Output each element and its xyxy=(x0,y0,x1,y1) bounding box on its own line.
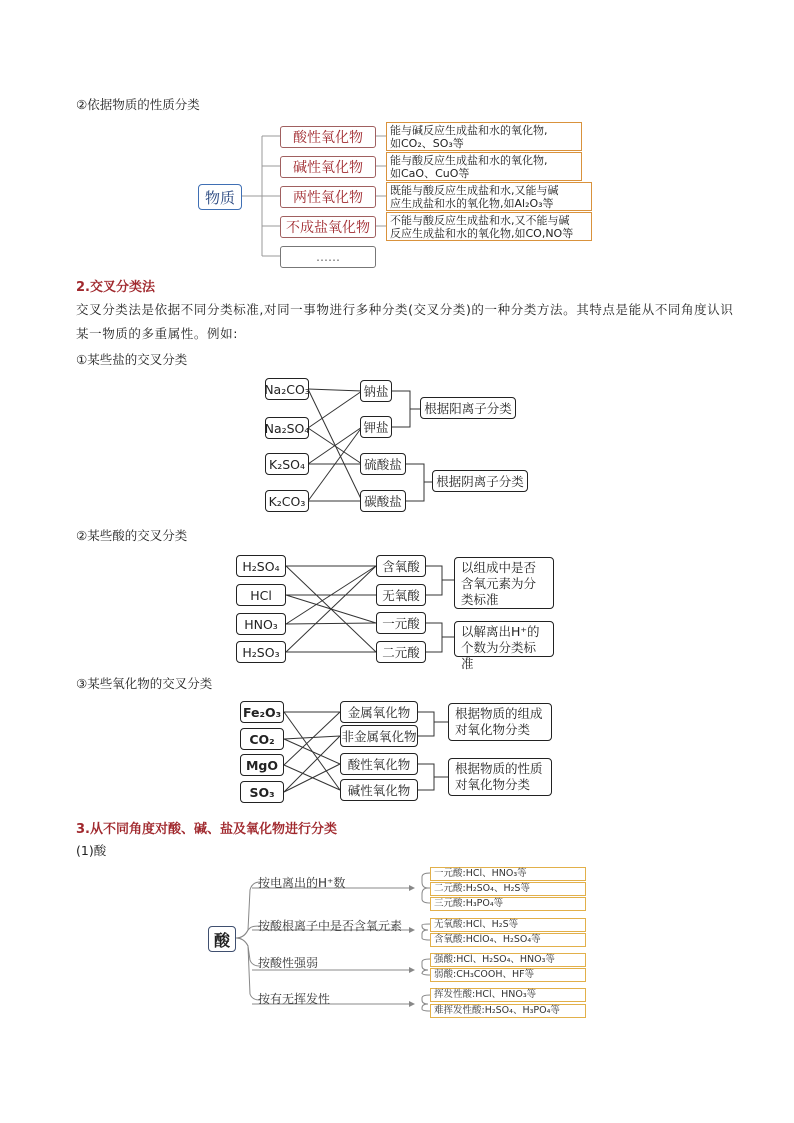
oxide-right-metal: 金属氧化物 xyxy=(340,701,418,723)
label-acidic-oxide: 酸性氧化物 xyxy=(280,126,376,148)
salt-right-sodium: 钠盐 xyxy=(360,380,392,402)
acid-sub-weak: 弱酸:CH₃COOH、HF等 xyxy=(430,968,586,982)
label-amphoteric-oxide: 两性氧化物 xyxy=(280,186,376,208)
acid-left-hno3: HNO₃ xyxy=(236,613,286,635)
acid-left-h2so3: H₂SO₃ xyxy=(236,641,286,663)
note-line: 能与酸反应生成盐和水的氧化物, xyxy=(390,154,548,167)
heading-salt-cross: ①某些盐的交叉分类 xyxy=(76,352,188,367)
acid-criterion-oxygen: 以组成中是否含氧元素为分类标准 xyxy=(454,557,554,609)
acid-sub-oxyacid: 含氧酸:HClO₄、H₂SO₄等 xyxy=(430,933,586,947)
note-line: 能与碱反应生成盐和水的氧化物, xyxy=(390,124,548,137)
acid-right-oxyacid: 含氧酸 xyxy=(376,555,426,577)
paragraph-cross-classification: 交叉分类法是依据不同分类标准,对同一事物进行多种分类(交叉分类)的一种分类方法。其特点是能从不同角度认识某一物质的多重属性。例如: xyxy=(76,302,734,341)
acid-right-monobasic: 一元酸 xyxy=(376,612,426,634)
note-line: 既能与酸反应生成盐和水,又能与碱 xyxy=(390,184,559,197)
heading-property-classification: ②依据物质的性质分类 xyxy=(76,97,200,112)
salt-right-potassium: 钾盐 xyxy=(360,416,392,438)
note-line: 反应生成盐和水的氧化物,如CO,NO等 xyxy=(390,227,574,240)
oxide-left-co2: CO₂ xyxy=(240,728,284,750)
oxide-criterion-property: 根据物质的性质对氧化物分类 xyxy=(448,758,552,796)
category-volatility: 按有无挥发性 xyxy=(258,992,331,1006)
heading-oxide-cross: ③某些氧化物的交叉分类 xyxy=(76,676,213,691)
salt-criterion-cation: 根据阳离子分类 xyxy=(420,397,516,419)
acid-sub-tribasic: 三元酸:H₃PO₄等 xyxy=(430,897,586,911)
category-strength: 按酸性强弱 xyxy=(258,956,319,970)
acid-right-hydracid: 无氧酸 xyxy=(376,584,426,606)
label-basic-oxide: 碱性氧化物 xyxy=(280,156,376,178)
acid-left-h2so4: H₂SO₄ xyxy=(236,555,286,577)
heading-classify-acid-base-salt: 3.从不同角度对酸、碱、盐及氧化物进行分类 xyxy=(76,822,337,837)
label-more: …… xyxy=(280,246,376,268)
category-hplus-count: 按电离出的H⁺数 xyxy=(258,876,346,890)
oxide-left-fe2o3: Fe₂O₃ xyxy=(240,701,284,723)
acid-sub-monobasic: 一元酸:HCl、HNO₃等 xyxy=(430,867,586,881)
oxide-right-nonmetal: 非金属氧化物 xyxy=(340,725,418,747)
acid-criterion-hplus: 以解离出H⁺的个数为分类标准 xyxy=(454,621,554,657)
salt-right-carbonate: 碳酸盐 xyxy=(360,490,406,512)
acid-sub-strong: 强酸:HCl、H₂SO₄、HNO₃等 xyxy=(430,953,586,967)
oxide-left-mgo: MgO xyxy=(240,754,284,776)
note-line: 不能与酸反应生成盐和水,又不能与碱 xyxy=(390,214,570,227)
acid-sub-hydracid: 无氧酸:HCl、H₂S等 xyxy=(430,918,586,932)
salt-left-k2co3: K₂CO₃ xyxy=(265,490,309,512)
acid-sub-nonvolatile: 难挥发性酸:H₂SO₄、H₃PO₄等 xyxy=(430,1004,586,1018)
category-oxygen: 按酸根离子中是否含氧元素 xyxy=(258,919,403,933)
note-line: 如CO₂、SO₃等 xyxy=(390,137,464,150)
salt-right-sulfate: 硫酸盐 xyxy=(360,453,406,475)
root-acid: 酸 xyxy=(208,926,236,952)
heading-cross-classification: 2.交叉分类法 xyxy=(76,280,155,295)
acid-sub-dibasic: 二元酸:H₂SO₄、H₂S等 xyxy=(430,882,586,896)
oxide-right-acidic: 酸性氧化物 xyxy=(340,753,418,775)
acid-left-hcl: HCl xyxy=(236,584,286,606)
root-substance: 物质 xyxy=(198,184,242,210)
oxide-right-basic: 碱性氧化物 xyxy=(340,779,418,801)
salt-left-na2co3: Na₂CO₃ xyxy=(265,378,309,400)
salt-left-na2so4: Na₂SO₄ xyxy=(265,417,309,439)
heading-acid-cross: ②某些酸的交叉分类 xyxy=(76,528,188,543)
note-line: 应生成盐和水的氧化物,如Al₂O₃等 xyxy=(390,197,554,210)
subheading-acid: (1)酸 xyxy=(76,843,107,858)
oxide-criterion-composition: 根据物质的组成对氧化物分类 xyxy=(448,703,552,741)
acid-right-dibasic: 二元酸 xyxy=(376,641,426,663)
salt-left-k2so4: K₂SO₄ xyxy=(265,453,309,475)
oxide-left-so3: SO₃ xyxy=(240,781,284,803)
salt-criterion-anion: 根据阴离子分类 xyxy=(432,470,528,492)
acid-sub-volatile: 挥发性酸:HCl、HNO₃等 xyxy=(430,988,586,1002)
note-line: 如CaO、CuO等 xyxy=(390,167,470,180)
label-non-salt-oxide: 不成盐氧化物 xyxy=(280,216,376,238)
